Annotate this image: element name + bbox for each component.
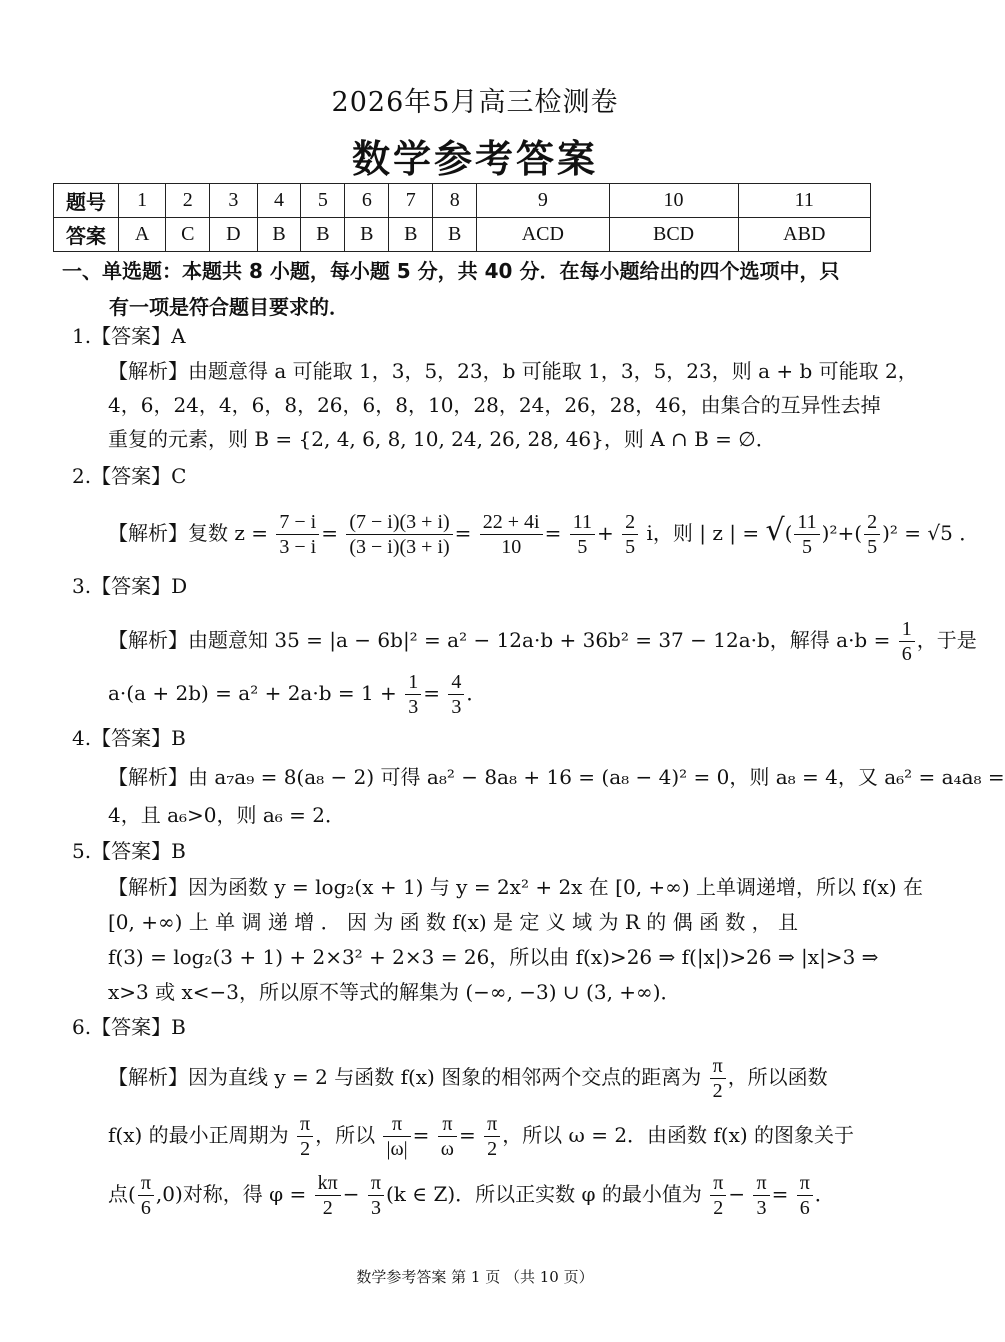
q6-text: 对称，得 φ = [182,1182,307,1206]
fraction: $\frac{\pi}{\omega}$ [438,1112,457,1161]
table-cell: 11 [738,184,870,218]
fraction: $\frac{2}{5}$ [864,510,880,559]
answer-table [53,183,871,252]
q3-text: 【解析】由题意知 35 = |a − 6b|² = a² − 12a·b + 36b² = 37 − 12a·b，解得 a·b = [108,628,891,652]
q6-solution-line: 点( $\frac{\pi}{6}$ ,0)对称，得 φ = $\frac{k\pi}{2}$ − $\frac{\pi}{3}$ (k ∈ Z)．所以正实数 φ 的最小值为 $\frac{\pi}{2}$ − $\frac{\pi}{3}$ = $\frac{\pi}{6}$ ． [108,1172,835,1219]
document-title: 数学参考答案 [351,137,598,181]
exam-title: 2026年5月高三检测卷 [331,87,619,118]
q5-solution-line: 【解析】因为函数 y = log₂(x + 1) 与 y = 2x² + 2x 在 [0, +∞) 上单调递增，所以 f(x) 在 [108,875,923,899]
q6-text: 点 [108,1182,128,1206]
table-cell: D [210,218,257,252]
table-cell: B [257,218,301,252]
table-cell: BCD [609,218,738,252]
fraction: $\frac{(7 - i)(3 + i)}{(3 - i)(3 + i)}$ [346,510,452,559]
table-cell: ABD [738,218,870,252]
fraction: $\frac{\pi}{2}$ [484,1112,500,1161]
fraction: $\frac{1}{6}$ [899,617,915,666]
q3-solution-line: a·(a + 2b) = a² + 2a·b = 1 + $\frac{1}{3}$ = $\frac{4}{3}$ ． [108,671,487,718]
q6-answer: 6.【答案】B [72,1015,186,1039]
fraction: $\frac{\pi}{2}$ [297,1112,313,1161]
fraction: $\frac{k\pi}{2}$ [315,1171,341,1220]
section-line-1: 一、单选题：本题共 8 小题，每小题 5 分，共 40 分．在每小题给出的四个选项中，只 [62,259,840,283]
q1-solution-line: 4，6，24，4，6，8，26，6，8，10，28，24，26，28，46，由集合的互异性去掉 [108,393,881,417]
row-label-number: 题号 [54,184,119,218]
fraction: $\frac{1}{3}$ [405,670,421,719]
q6-text-end: ，所以函数 [727,1065,828,1089]
table-cell: 5 [301,184,345,218]
q2-middle: i，则 | z | = [646,521,760,545]
q2-prefix: 【解析】复数 z = [108,521,269,545]
fraction: $\frac{\pi}{3}$ [753,1171,769,1220]
fraction: $\frac{\pi}{3}$ [368,1171,384,1220]
q3-text-end: ，于是 [916,628,977,652]
table-cell: 8 [433,184,477,218]
q1-solution-line: 【解析】由题意得 a 可能取 1，3，5，23，b 可能取 1，3，5，23，则 a + b 可能取 2， [108,359,918,383]
fraction: $\frac{\pi}{|\omega|}$ [383,1112,410,1161]
table-cell: 4 [257,184,301,218]
row-label-answer: 答案 [54,218,119,252]
fraction: $\frac{22 + 4i}{10}$ [480,510,543,559]
q2-result: = √5 ． [904,521,980,545]
table-cell: B [389,218,433,252]
table-cell: 1 [119,184,166,218]
table-row-answers [54,218,871,252]
table-row-numbers [54,184,871,218]
table-cell: B [301,218,345,252]
q6-solution-line: f(x) 的最小正周期为 $\frac{\pi}{2}$ ，所以 $\frac{\pi}{|\omega|}$ = $\frac{\pi}{\omega}$ = $\frac{\pi}{2}$ ，所以 ω = 2．由函数 f(x) 的图象关于 [108,1113,855,1160]
table-cell: 3 [210,184,257,218]
q1-solution-line: 重复的元素，则 B = {2, 4, 6, 8, 10, 24, 26, 28, 46}，则 A ∩ B = ∅． [108,427,776,451]
q6-solution-line [108,1051,888,1103]
section-heading [62,253,892,325]
q2-answer: 2.【答案】C [72,464,187,488]
fraction: $\frac{11}{5}$ [570,510,595,559]
q2-solution-line: 【解析】复数 z = $\frac{7 - i}{3 - i}$ = $\frac{(7 - i)(3 + i)}{(3 - i)(3 + i)}$ = $\frac{22 + 4i}{10}$ = $\frac{11}{5}$ + $\frac{2}{5}$ i，则 | z | = √( $\frac{11}{5}$ )²+( $\frac{2}{5}$ )² = √5 ． [108,511,980,558]
section-line-2: 有一项是符合题目要求的． [109,295,349,319]
fraction: $\frac{11}{5}$ [794,510,819,559]
q5-solution-line: f(3) = log₂(3 + 1) + 2×3² + 2×3 = 26，所以由 f(x)>26 ⇒ f(|x|)>26 ⇒ |x|>3 ⇒ [108,945,879,969]
q5-solution-line: x>3 或 x<−3，所以原不等式的解集为 (−∞, −3) ∪ (3, +∞)． [108,980,681,1004]
q4-solution-line: 【解析】由 a₇a₉ = 8(a₈ − 2) 可得 a₈² − 8a₈ + 16 = (a₈ − 4)² = 0，则 a₈ = 4，又 a₆² = a₄a₈ = [108,765,1005,789]
q4-answer: 4.【答案】B [72,726,186,750]
page-footer: 数学参考答案 第 1 页 （共 10 页） [356,1268,594,1286]
fraction: $\frac{2}{5}$ [622,510,638,559]
q5-solution-line: [0, +∞) 上 单 调 递 增 ． 因 为 函 数 f(x) 是 定 义 域 为 R 的 偶 函 数 ， 且 [108,910,799,934]
q3-text: a·(a + 2b) = a² + 2a·b = 1 + [108,681,397,705]
table-cell: B [433,218,477,252]
table-cell: 6 [345,184,389,218]
q6-text: 【解析】因为直线 y = 2 与函数 f(x) 图象的相邻两个交点的距离为 [108,1065,702,1089]
fraction: $\frac{\pi}{6}$ [797,1171,813,1220]
table-cell: 2 [166,184,210,218]
table-cell: A [119,218,166,252]
table-cell: B [345,218,389,252]
fraction: $\frac{\pi}{2}$ [710,1054,726,1103]
fraction: $\frac{\pi}{6}$ [138,1171,154,1220]
q3-answer: 3.【答案】D [72,574,188,598]
q6-text: f(x) 的最小正周期为 [108,1123,289,1147]
table-cell: 10 [609,184,738,218]
q6-text: ，所以 [315,1123,376,1147]
q4-solution-line: 4，且 a₆>0，则 a₆ = 2． [108,803,346,827]
table-cell: C [166,218,210,252]
q5-answer: 5.【答案】B [72,839,186,863]
q6-text: (k ∈ Z)．所以正实数 φ 的最小值为 [386,1182,702,1206]
fraction: $\frac{4}{3}$ [448,670,464,719]
q3-solution-line [108,614,977,666]
table-cell: ACD [477,218,609,252]
q1-answer: 1.【答案】A [72,324,186,348]
q6-text: ，所以 ω = 2．由函数 f(x) 的图象关于 [502,1123,855,1147]
sqrt-symbol: √ [765,513,785,548]
fraction: $\frac{7 - i}{3 - i}$ [276,510,319,559]
table-cell: 9 [477,184,609,218]
fraction: $\frac{\pi}{2}$ [710,1171,726,1220]
table-cell: 7 [389,184,433,218]
